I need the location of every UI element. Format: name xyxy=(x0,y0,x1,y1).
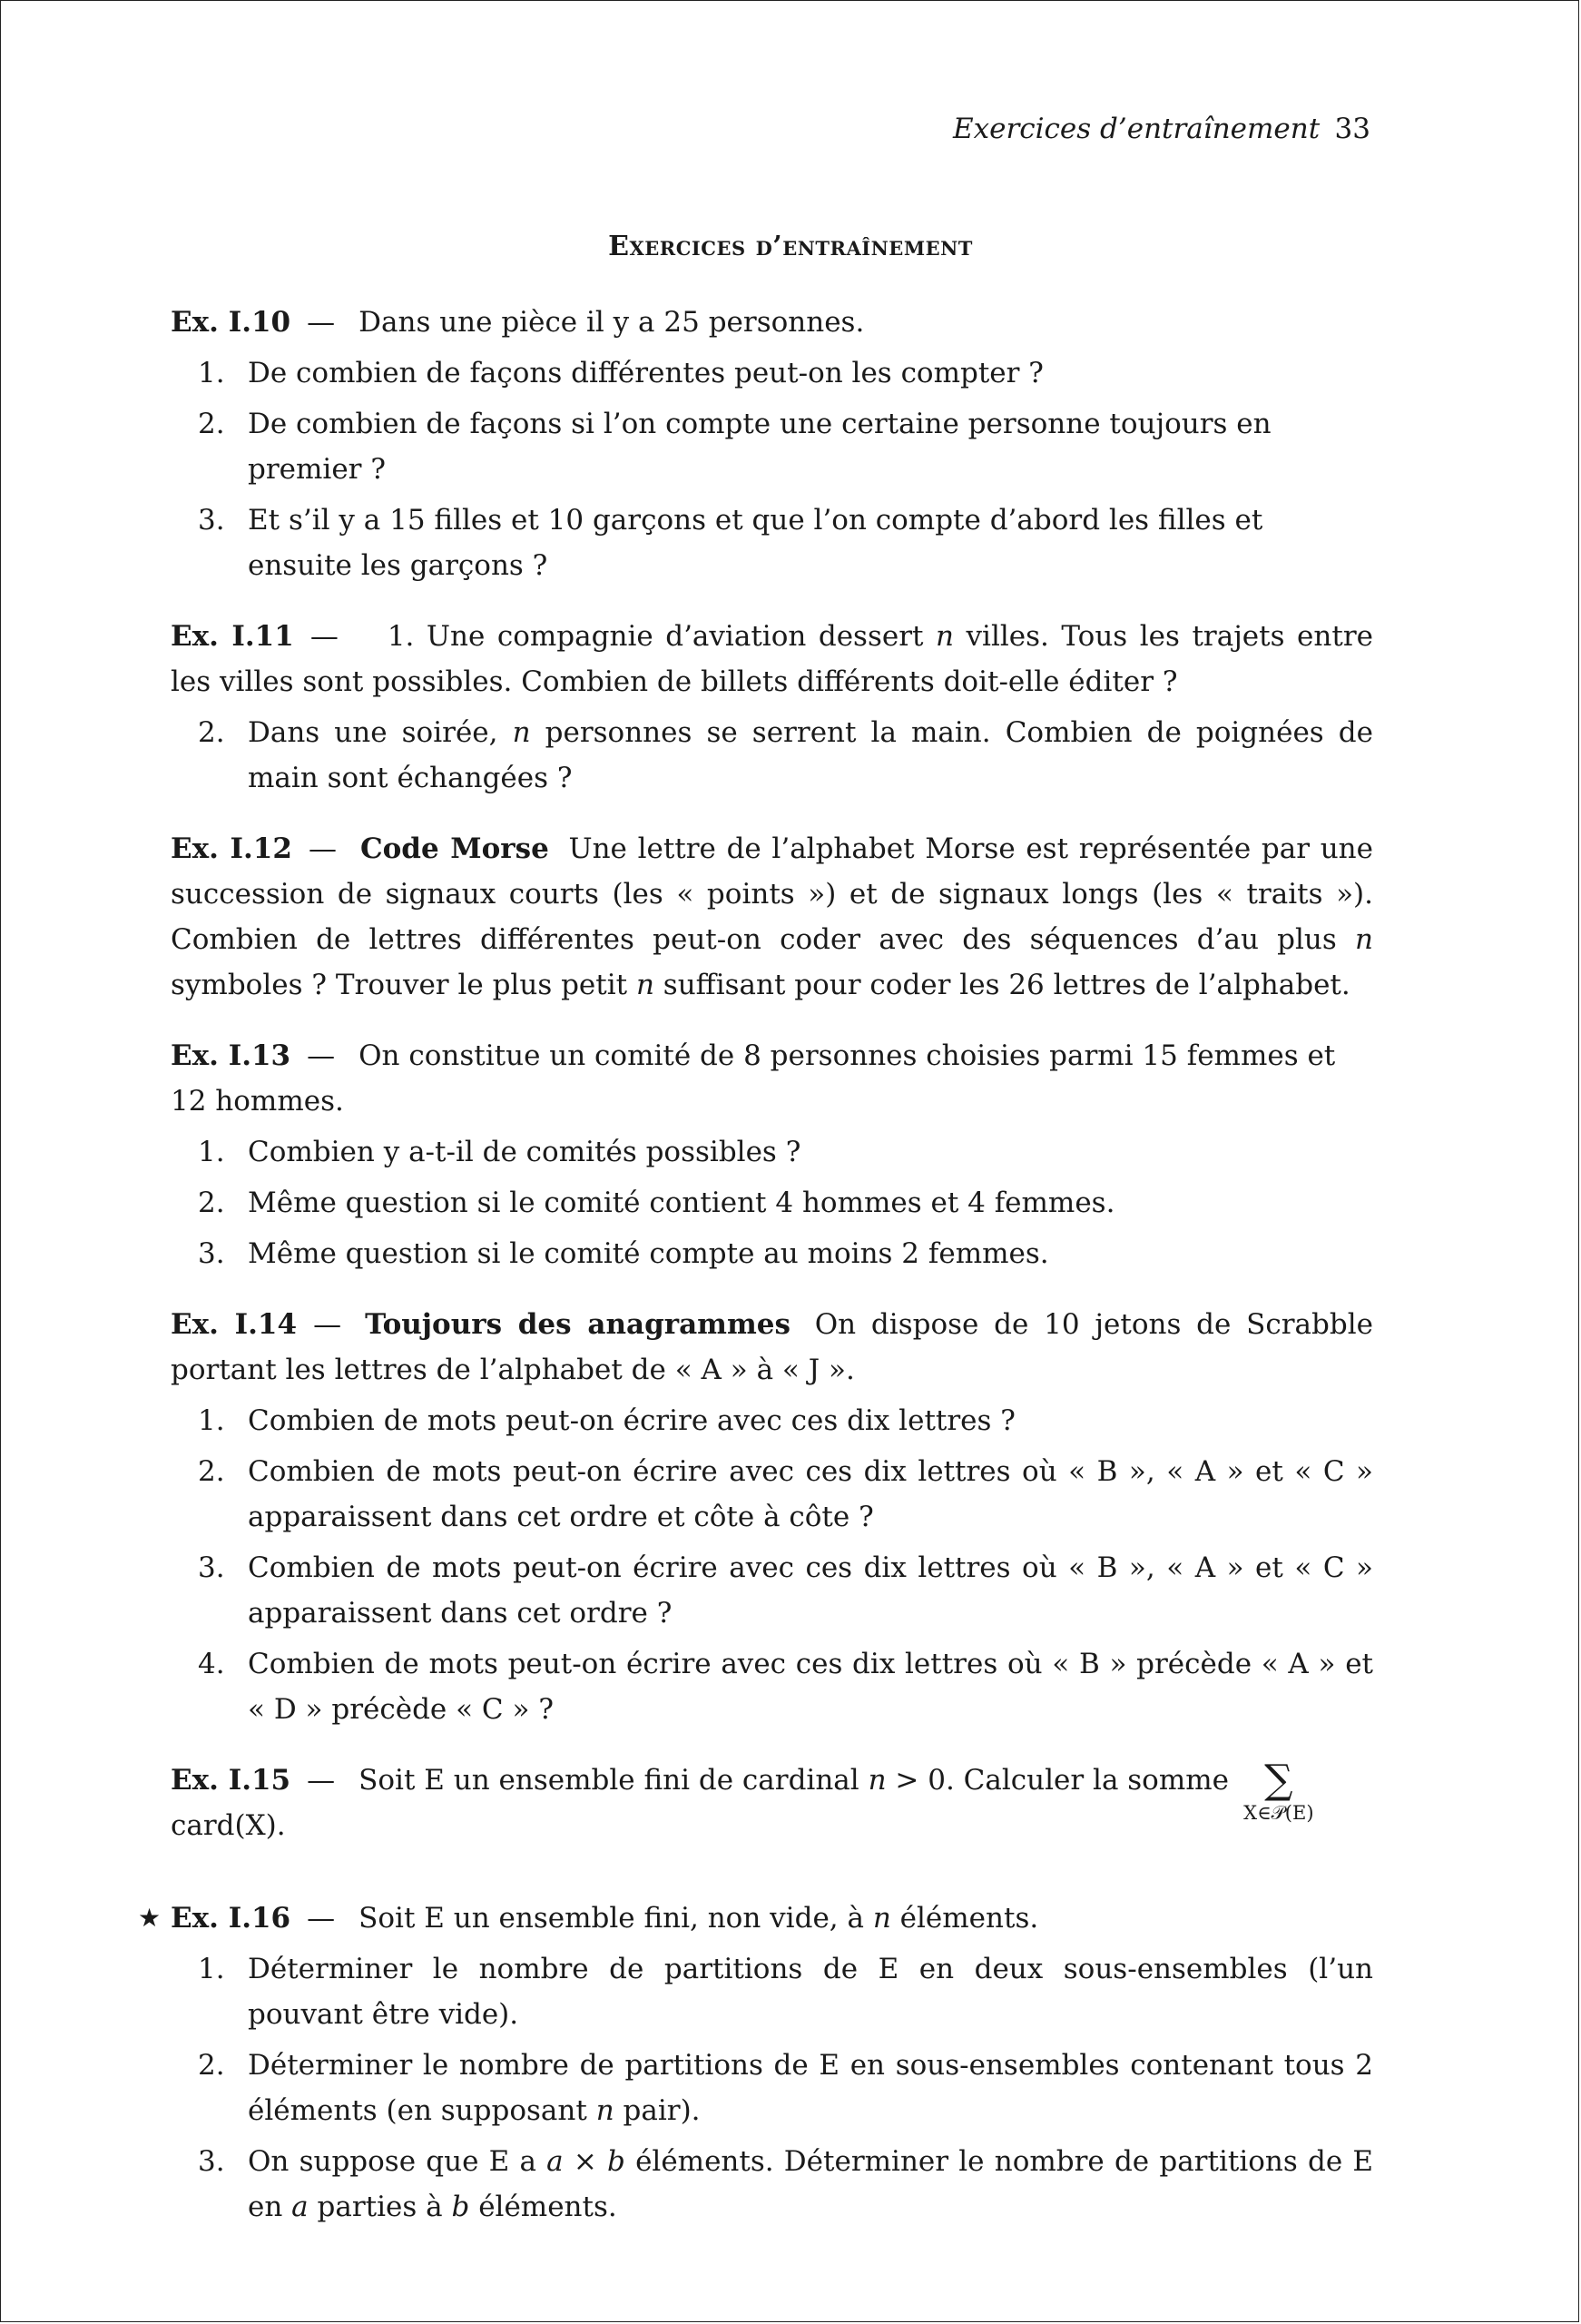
list-item xyxy=(171,350,1373,396)
item-text: Combien de mots peut-on écrire avec ces dix lettres où « B » précède « A » et « D » précède « C » ? xyxy=(248,1648,1373,1726)
dash: — xyxy=(313,1308,342,1341)
item-text: Combien y a-t-il de comités possibles ? xyxy=(248,1136,801,1168)
item-text: Combien de mots peut-on écrire avec ces dix lettres où « B », « A » et « C » apparaissent dans cet ordre et côte à côte ? xyxy=(248,1455,1373,1533)
item-text: Combien de mots peut-on écrire avec ces dix lettres ? xyxy=(248,1404,1016,1437)
dash: — xyxy=(307,306,336,339)
exercise-label: Ex. I.12 xyxy=(171,832,292,865)
exercise-intro: Dans une pièce il y a 25 personnes. xyxy=(358,306,865,339)
exercise-intro: On constitue un comité de 8 personnes choisies parmi 15 femmes et 12 hommes. xyxy=(171,1039,1336,1118)
item-text: Déterminer le nombre de partitions de E en deux sous-ensembles (l’un pouvant être vide). xyxy=(248,1953,1373,2031)
math-variable: n xyxy=(635,969,654,1001)
item-number: 1. xyxy=(387,620,415,653)
list-item xyxy=(171,1398,1373,1443)
list-item xyxy=(171,2043,1373,2133)
item-number: 2. xyxy=(198,408,225,440)
exercise-label: Ex. I.13 xyxy=(171,1039,291,1072)
running-head xyxy=(953,113,1370,146)
item-text: Dans une soirée, xyxy=(248,716,498,749)
exercise-i12 xyxy=(171,826,1373,1008)
item-text: éléments. xyxy=(478,2191,617,2223)
exercise-label: Ex. I.10 xyxy=(171,306,291,339)
list-item xyxy=(171,1641,1373,1732)
list-item xyxy=(171,2139,1373,2230)
item-number: 1. xyxy=(198,1953,225,1985)
list-item xyxy=(171,1545,1373,1636)
exercise-i10 xyxy=(171,300,1373,588)
list-item xyxy=(171,1129,1373,1175)
list-item xyxy=(171,1180,1373,1226)
list-item xyxy=(171,1946,1373,2037)
item-number: 2. xyxy=(198,2049,225,2082)
list-item xyxy=(171,710,1373,801)
item-number: 2. xyxy=(198,716,225,749)
math-variable: n xyxy=(1355,923,1374,956)
exercise-intro: Soit E un ensemble fini, non vide, à xyxy=(358,1902,864,1935)
exercise-subtitle: Toujours des anagrammes xyxy=(365,1308,790,1341)
math-variable: n xyxy=(936,620,954,653)
item-text: Même question si le comité compte au moins 2 femmes. xyxy=(248,1237,1049,1270)
math-operator: × xyxy=(573,2145,597,2178)
exercise-label: Ex. I.11 xyxy=(171,620,294,653)
item-number: 2. xyxy=(198,1187,225,1219)
exercise-text: card(X). xyxy=(171,1809,286,1842)
item-text: Même question si le comité contient 4 hommes et 4 femmes. xyxy=(248,1187,1115,1219)
exercise-i16 xyxy=(138,1896,1373,2230)
item-number: 1. xyxy=(198,1136,225,1168)
exercise-label: Ex. I.16 xyxy=(171,1902,291,1935)
item-text: éléments. Déterminer le nombre de partitions de E en xyxy=(248,2145,1373,2223)
math-variable: b xyxy=(607,2145,625,2178)
math-variable: n xyxy=(872,1902,891,1935)
item-number: 3. xyxy=(198,2145,225,2178)
exercise-intro: éléments. xyxy=(899,1902,1039,1935)
item-text: De combien de façons différentes peut-on les compter ? xyxy=(248,357,1044,389)
item-number: 3. xyxy=(198,1551,225,1584)
exercise-label: Ex. I.15 xyxy=(171,1764,291,1797)
item-text: parties à xyxy=(317,2191,443,2223)
dash: — xyxy=(307,1039,336,1072)
item-number: 1. xyxy=(198,1404,225,1437)
exercise-i13 xyxy=(171,1033,1373,1276)
exercise-intro: On dispose de 10 jetons de Scrabble portant les lettres de l’alphabet de « A » à « J ». xyxy=(171,1308,1373,1386)
item-text: Déterminer le nombre de partitions de E en sous-ensembles contenant tous 2 éléments (en supposant xyxy=(248,2049,1373,2127)
exercise-text: Soit E un ensemble fini de cardinal xyxy=(358,1764,859,1797)
item-text: personnes se serrent la main. Combien de poignées de main sont échangées ? xyxy=(248,716,1373,794)
item-text: De combien de façons si l’on compte une certaine personne toujours en premier ? xyxy=(248,408,1272,486)
math-variable: n xyxy=(595,2094,614,2127)
list-item xyxy=(171,497,1373,588)
dash: — xyxy=(309,620,339,653)
item-text: Combien de mots peut-on écrire avec ces dix lettres où « B », « A » et « C » apparaissent dans cet ordre ? xyxy=(248,1551,1373,1630)
math-variable: b xyxy=(451,2191,470,2223)
star-icon: ★ xyxy=(138,1903,162,1933)
exercise-i11-item1 xyxy=(171,614,1373,704)
item-text: Une compagnie d’aviation dessert xyxy=(426,620,924,653)
math-variable: n xyxy=(512,716,531,749)
list-item xyxy=(171,1231,1373,1276)
item-text: villes. Tous les trajets entre les villes sont possibles. Combien de billets différents doit-elle éditer ? xyxy=(171,620,1373,698)
list-item xyxy=(171,1449,1373,1540)
sum-subscript: X∈𝒫(E) xyxy=(1243,1802,1314,1824)
exercise-text: > 0. Calculer la somme xyxy=(895,1764,1229,1797)
exercise-text: suffisant pour coder les 26 lettres de l’alphabet. xyxy=(663,969,1350,1001)
page-number: 33 xyxy=(1334,113,1370,145)
item-number: 4. xyxy=(198,1648,225,1680)
math-variable: n xyxy=(868,1764,887,1797)
summation xyxy=(1238,1757,1320,1824)
exercise-text: symboles ? Trouver le plus petit xyxy=(171,969,628,1001)
dash: — xyxy=(307,1902,336,1935)
exercise-subtitle: Code Morse xyxy=(359,832,549,865)
item-number: 2. xyxy=(198,1455,225,1488)
item-number: 3. xyxy=(198,1237,225,1270)
dash: — xyxy=(308,832,337,865)
exercise-i11 xyxy=(171,614,1373,801)
exercise-label: Ex. I.14 xyxy=(171,1308,298,1341)
exercise-i15 xyxy=(171,1758,1373,1848)
sum-symbol: ∑ xyxy=(1264,1757,1293,1803)
item-text: pair). xyxy=(623,2094,701,2127)
item-number: 1. xyxy=(198,357,225,389)
dash: — xyxy=(307,1764,336,1797)
exercise-text: Une lettre de l’alphabet Morse est représentée par une succession de signaux courts (les « points ») et de signaux longs (les « traits »). Combien de lettres différentes peut-on coder avec des séquences d’au plus xyxy=(171,832,1373,956)
section-title: Exercices d’entraînement xyxy=(608,231,973,262)
math-variable: a xyxy=(546,2145,564,2178)
item-text: Et s’il y a 15 filles et 10 garçons et que l’on compte d’abord les filles et ensuite les garçons ? xyxy=(248,504,1263,582)
item-number: 3. xyxy=(198,504,225,537)
exercise-list xyxy=(138,300,1374,2255)
item-text: On suppose que E a xyxy=(248,2145,536,2178)
running-title: Exercices d’entraînement xyxy=(953,113,1321,145)
exercise-i14 xyxy=(171,1302,1373,1732)
math-variable: a xyxy=(291,2191,309,2223)
list-item xyxy=(171,401,1373,492)
